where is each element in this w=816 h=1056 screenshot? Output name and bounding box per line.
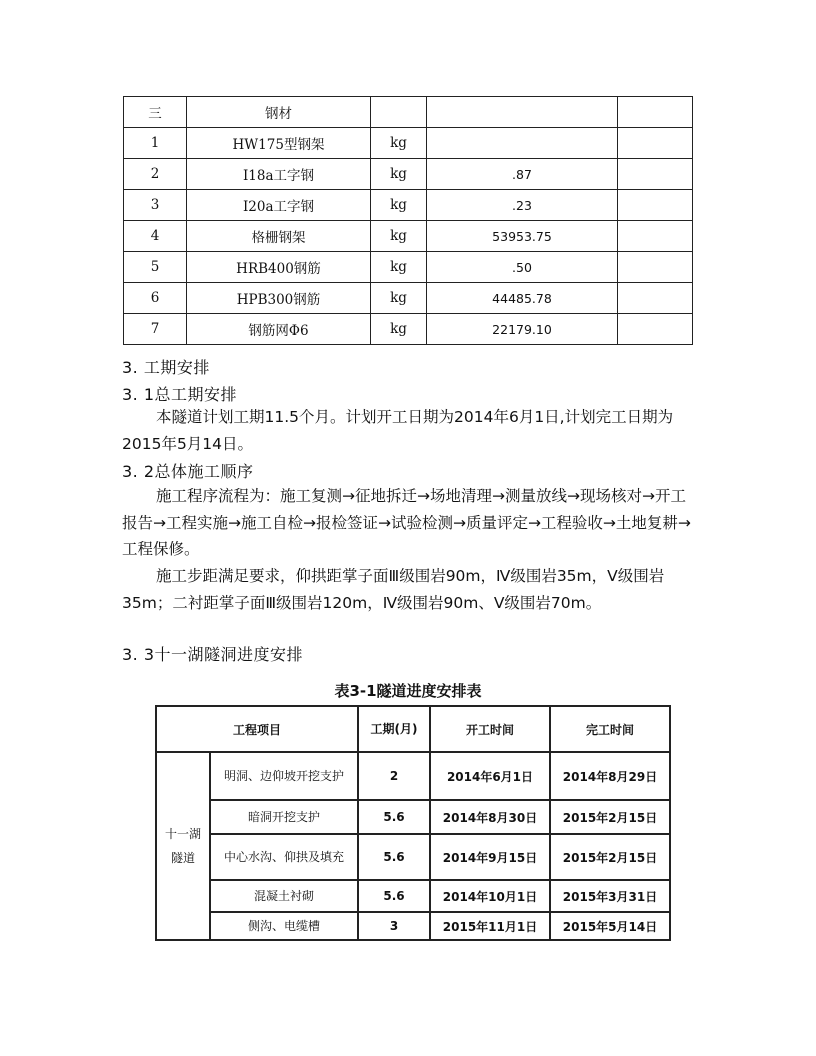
header-duration: 工期(月) [358,706,430,752]
note [618,314,693,345]
paragraph [122,404,697,457]
unit: kg [371,252,427,283]
table-row [156,752,670,800]
table-row [124,128,693,159]
note [618,252,693,283]
project-item: 混凝土衬砌 [210,880,358,912]
group-label: 十一湖隧道 [156,752,210,940]
row-number: 4 [124,221,187,252]
note [618,97,693,128]
duration: 3 [358,912,430,940]
start-date: 2014年10月1日 [430,880,550,912]
material-name: 钢筋网Φ6 [187,314,371,345]
start-date: 2014年6月1日 [430,752,550,800]
end-date: 2015年2月15日 [550,800,670,834]
material-name: 格栅钢架 [187,221,371,252]
row-number: 6 [124,283,187,314]
note [618,190,693,221]
material-name: HRB400钢筋 [187,252,371,283]
header-project: 工程项目 [156,706,358,752]
table-row [124,97,693,128]
unit: kg [371,128,427,159]
header-end: 完工时间 [550,706,670,752]
quantity [427,97,618,128]
note [618,221,693,252]
table-caption: 表3-1隧道进度安排表 [334,682,482,700]
section-heading: 3. 工期安排 [122,358,210,377]
material-name: HPB300钢筋 [187,283,371,314]
quantity: 22179.10 [427,314,618,345]
end-date: 2014年8月29日 [550,752,670,800]
row-number: 1 [124,128,187,159]
row-number: 5 [124,252,187,283]
duration: 5.6 [358,880,430,912]
material-name: 钢材 [187,97,371,128]
project-item: 明洞、边仰坡开挖支护 [210,752,358,800]
table-row [156,912,670,940]
quantity: .50 [427,252,618,283]
unit: kg [371,159,427,190]
header-start: 开工时间 [430,706,550,752]
subsection-heading: 3. 2总体施工顺序 [122,462,254,481]
project-item: 中心水沟、仰拱及填充 [210,834,358,880]
table-row [124,190,693,221]
project-item: 暗洞开挖支护 [210,800,358,834]
row-number: 3 [124,190,187,221]
paragraph [122,483,697,563]
unit [371,97,427,128]
table-row [124,314,693,345]
unit: kg [371,221,427,252]
duration: 5.6 [358,800,430,834]
start-date: 2014年9月15日 [430,834,550,880]
start-date: 2014年8月30日 [430,800,550,834]
note [618,283,693,314]
table-row [156,880,670,912]
unit: kg [371,314,427,345]
subsection-heading: 3. 1总工期安排 [122,385,238,404]
paragraph-text: 施工步距满足要求，仰拱距掌子面Ⅲ级围岩90m，Ⅳ级围岩35m，Ⅴ级围岩35m；二衬距掌子面Ⅲ级围岩120m，Ⅳ级围岩90m、Ⅴ级围岩70m。 [122,567,665,612]
row-number: 2 [124,159,187,190]
materials-table [123,96,693,345]
duration: 5.6 [358,834,430,880]
material-name: I18a工字钢 [187,159,371,190]
note [618,128,693,159]
end-date: 2015年3月31日 [550,880,670,912]
project-item: 侧沟、电缆槽 [210,912,358,940]
material-name: I20a工字钢 [187,190,371,221]
note [618,159,693,190]
quantity: .87 [427,159,618,190]
row-number: 三 [124,97,187,128]
row-number: 7 [124,314,187,345]
table-row [124,252,693,283]
start-date: 2015年11月1日 [430,912,550,940]
table-row [156,834,670,880]
material-name: HW175型钢架 [187,128,371,159]
quantity: .23 [427,190,618,221]
paragraph [122,563,697,616]
end-date: 2015年2月15日 [550,834,670,880]
duration: 2 [358,752,430,800]
quantity: 53953.75 [427,221,618,252]
table-row [156,800,670,834]
table-header-row [156,706,670,752]
unit: kg [371,190,427,221]
quantity [427,128,618,159]
schedule-table [155,705,671,941]
table-row [124,221,693,252]
unit: kg [371,283,427,314]
table-row [124,283,693,314]
paragraph-text: 本隧道计划工期11.5个月。计划开工日期为2014年6月1日,计划完工日期为2015年5月14日。 [122,408,674,453]
subsection-heading: 3. 3十一湖隧洞进度安排 [122,645,304,664]
table-row [124,159,693,190]
paragraph-text: 施工程序流程为：施工复测→征地拆迁→场地清理→测量放线→现场核对→开工报告→工程实施→施工自检→报检签证→试验检测→质量评定→工程验收→土地复耕→工程保修。 [122,487,691,558]
quantity: 44485.78 [427,283,618,314]
end-date: 2015年5月14日 [550,912,670,940]
